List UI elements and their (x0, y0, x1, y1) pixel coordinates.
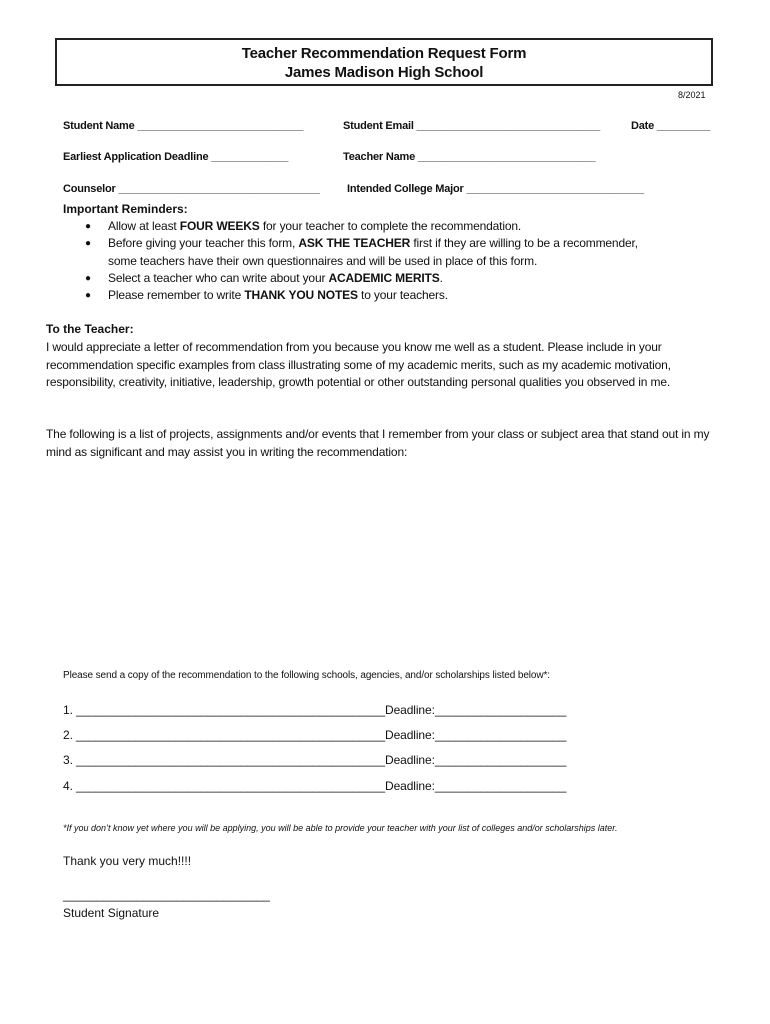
student-email-field[interactable]: Student Email _______________________________ (343, 120, 601, 132)
school-name: James Madison High School (284, 64, 484, 81)
reminders-list (63, 218, 638, 304)
student-name-field[interactable]: Student Name ____________________________ (63, 120, 304, 132)
list-item: ● Allow at least FOUR WEEKS for your teacher to complete the recommendation. (63, 218, 638, 235)
school-line-2[interactable]: 2. _______________________________________________Deadline:____________________ (63, 728, 567, 742)
reminders-heading: Important Reminders: (63, 202, 188, 216)
signature-label: Student Signature (63, 906, 160, 920)
list-item: ● Select a teacher who can write about your ACADEMIC MERITS. (63, 270, 638, 287)
bullet-icon: ● (85, 272, 91, 284)
footnote: *If you don’t know yet where you will be applying, you will be able to provide your teacher with your list of colleges and/or scholarships later. (63, 823, 618, 833)
bullet-icon: ● (85, 221, 91, 232)
teacher-paragraph-2: The following is a list of projects, assignments and/or events that I remember from your class or subject area that stand out in my mind as significant and may assist you in writing the recommendation: (46, 427, 710, 459)
list-item: ● Please remember to write THANK YOU NOTES to your teachers. (63, 287, 638, 304)
school-line-4[interactable]: 4. _______________________________________________Deadline:____________________ (63, 779, 567, 793)
college-major-field[interactable]: Intended College Major ______________________________ (347, 183, 644, 195)
earliest-deadline-field[interactable]: Earliest Application Deadline _____________ (63, 151, 289, 163)
form-title-box (55, 38, 713, 86)
teacher-heading: To the Teacher: (46, 322, 134, 336)
school-line-1[interactable]: 1. _______________________________________________Deadline:____________________ (63, 703, 567, 717)
bullet-icon: ● (85, 290, 91, 302)
counselor-field[interactable]: Counselor __________________________________ (63, 183, 320, 195)
teacher-name-field[interactable]: Teacher Name ______________________________ (343, 151, 596, 163)
bullet-icon: ● (85, 238, 91, 250)
school-line-3[interactable]: 3. _______________________________________________Deadline:____________________ (63, 753, 567, 767)
date-field[interactable]: Date _________ (631, 120, 711, 132)
teacher-paragraph-1: I would appreciate a letter of recommendation from you because you know me well as a student. Please include in your recommendation specific examples from class illustrating some of my academic merits, such as my academic motivation, responsibility, creativity, initiative, leadership, growth potential or other outstanding personal qualities you observed in me. (46, 340, 671, 390)
signature-line[interactable]: _______________________________ (63, 888, 270, 902)
thanks-text: Thank you very much!!!! (63, 854, 192, 868)
form-title: Teacher Recommendation Request Form (241, 45, 527, 62)
form-version: 8/2021 (678, 90, 706, 100)
list-item: ● Before giving your teacher this form, ASK THE TEACHER first if they are willing to be a recommender, some teachers have their own questionnaires and will be used in place of this form. (85, 236, 638, 268)
schools-intro: Please send a copy of the recommendation to the following schools, agencies, and/or scholarships listed below*: (63, 670, 550, 681)
